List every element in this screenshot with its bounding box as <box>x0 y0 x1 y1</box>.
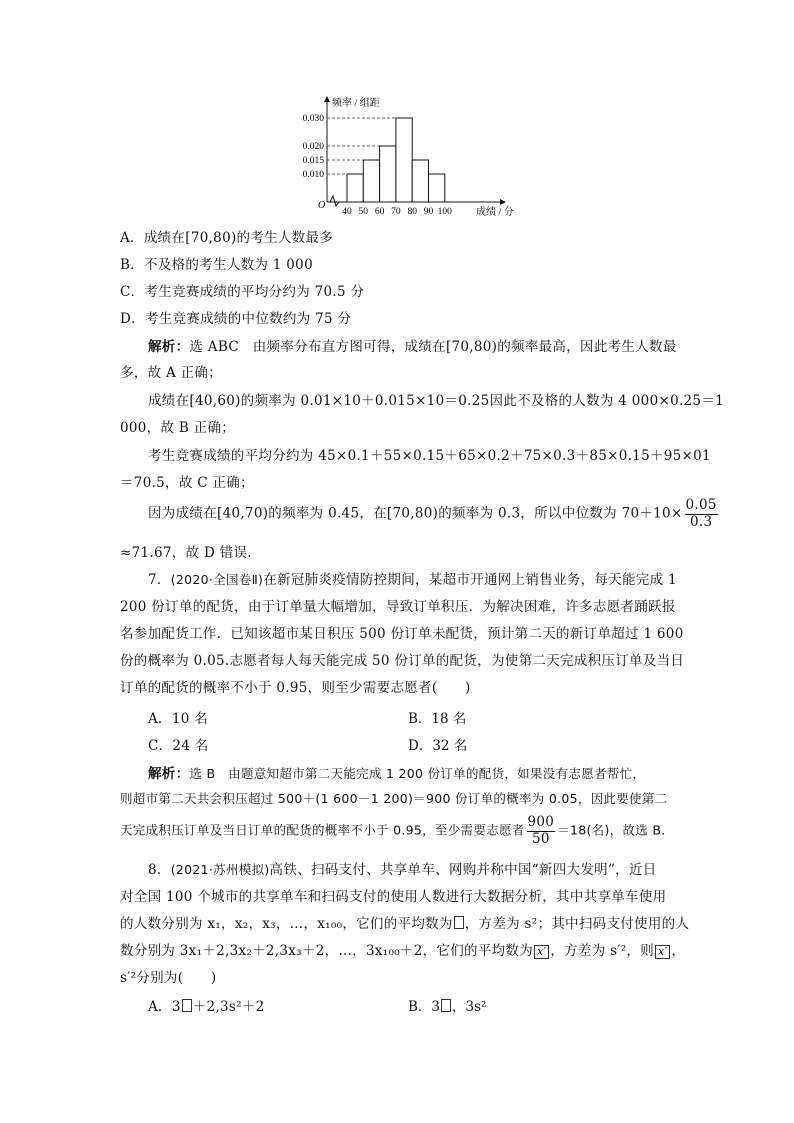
axis-break <box>330 196 339 206</box>
q7-stem-line-3: 名参加配货工作．已知该超市某日积压 500 份订单未配货，预计第二天的新订单超过 1 600 <box>120 626 684 642</box>
histogram-bar <box>396 118 412 202</box>
mean-symbol-box <box>441 999 451 1012</box>
q6-solution-text-7: 因为成绩在[40,70)的频率为 0.45，在[70,80)的频率为 0.3，所以中位数为 70＋10× <box>148 505 683 522</box>
q8-stem-line-2: 对全国 100 个城市的共享单车和扫码支付的使用人数进行大数据分析，其中共享单车使用 <box>120 889 667 905</box>
q8-stem-text-3b: ，方差为 s²；其中扫码支付使用的人 <box>464 916 690 932</box>
q6-option-b: B．不及格的考生人数为 1 000 <box>120 257 313 273</box>
q8-option-a <box>148 995 265 1015</box>
q7-option-c: C．24 名 <box>148 738 209 754</box>
mean-prime-box: x′ <box>534 945 549 959</box>
q6-solution-line-8: ≈71.67，故 D 错误. <box>120 545 252 561</box>
q7-source: (2020·全国卷Ⅱ) <box>170 572 264 587</box>
x-axis-label: 成绩 / 分 <box>476 207 514 218</box>
q7-solution-line-2: 则超市第二天共会积压超过 500＋(1 600－1 200)＝900 份订单的概率为 0.05，因此要使第二 <box>120 791 668 806</box>
q8-option-b-text: B．3 <box>408 999 441 1015</box>
histogram-bar <box>429 174 445 202</box>
q8-option-a-text-2: ＋2,3s²＋2 <box>192 999 265 1015</box>
x-tick-label: 60 <box>374 207 385 217</box>
fraction-numerator: 900 <box>527 814 555 830</box>
q6-solution-line-2: 多，故 A 正确； <box>120 365 223 381</box>
x-tick-label: 100 <box>437 207 452 217</box>
q8-option-b-text-2: ，3s² <box>452 999 487 1015</box>
q8-stem-text-1: 高铁、扫码支付、共享单车、网购并称中国“新四大发明”，近日 <box>269 862 657 878</box>
q7-number: 7． <box>148 572 171 588</box>
q8-number: 8． <box>148 862 171 878</box>
q6-solution-line-6: ＝70.5，故 C 正确； <box>120 475 254 491</box>
fraction-denominator: 50 <box>531 830 550 847</box>
q6-solution-text-1: 选 ABC 由频率分布直方图可得，成绩在[70,80)的频率最高，因此考生人数最 <box>189 339 677 355</box>
mean-symbol-box <box>454 916 464 929</box>
histogram-bar <box>363 160 379 202</box>
q7-option-b: B．18 名 <box>408 711 467 727</box>
q7-stem-line-4: 份的概率为 0.05.志愿者每人每天能完成 50 份订单的配货，为使第二天完成积压订单及当日 <box>120 653 685 669</box>
q8-stem-text-4c: ， <box>671 943 686 959</box>
q8-stem-line-5: s′²分别为( ) <box>120 970 217 986</box>
q7-stem-text-1: 在新冠肺炎疫情防控期间，某超市开通网上销售业务，每天能完成 1 <box>263 572 677 588</box>
q6-solution-line-5: 考生竞赛成绩的平均分约为 45×0.1＋55×0.15＋65×0.2＋75×0.3＋85×0.15＋95×01 <box>148 448 711 464</box>
q8-option-a-text: A．3 <box>148 999 181 1015</box>
x-tick-label: 50 <box>358 207 369 217</box>
histogram-bar <box>412 160 428 202</box>
q6-option-c: C．考生竞赛成绩的平均分约为 70.5 分 <box>120 284 365 300</box>
q6-option-d: D．考生竞赛成绩的中位数约为 75 分 <box>120 311 352 327</box>
q7-solution-line-3 <box>120 815 665 847</box>
q8-stem-line-1 <box>148 858 657 878</box>
x-tick-label: 40 <box>342 207 352 217</box>
fraction-numerator: 0.05 <box>685 497 717 513</box>
frequency-histogram <box>290 90 540 220</box>
q8-stem-text-4a: 数分别为 3x₁＋2,3x₂＋2,3x₃＋2，…，3x₁₀₀＋2，它们的平均数为 <box>120 943 534 959</box>
q6-solution-line-3: 成绩在[40,60)的频率为 0.01×10＋0.015×10＝0.25因此不及格的人数为 4 000×0.25＝1 <box>148 393 725 409</box>
q8-source: (2021·苏州模拟) <box>170 862 270 877</box>
y-tick-label: 0.030 <box>302 114 324 124</box>
q7-stem-line-2: 200 份订单的配货，由于订单量大幅增加，导致订单积压．为解决困难，许多志愿者踊跃报 <box>120 599 676 615</box>
q8-stem-text-3a: 的人数分别为 x₁，x₂，x₃，…，x₁₀₀，它们的平均数为 <box>120 916 453 932</box>
mean-prime-box-2: x′ <box>655 945 670 959</box>
y-axis-arrow <box>324 96 330 102</box>
q7-solution-text-3b: ＝18(名)，故选 B. <box>557 822 666 838</box>
q6-solution-line-4: 000，故 B 正确； <box>120 420 236 436</box>
histogram-bar <box>347 174 363 202</box>
q8-stem-text-4b: ，方差为 s′²，则 <box>550 943 655 959</box>
mean-symbol-box <box>182 999 192 1012</box>
x-tick-label: 90 <box>423 207 434 217</box>
q8-stem-line-3 <box>120 912 689 932</box>
q6-option-a: A．成绩在[70,80)的考生人数最多 <box>120 230 334 246</box>
volunteer-fraction <box>527 815 556 847</box>
q6-solution-line-7 <box>148 498 720 530</box>
median-fraction <box>685 498 718 530</box>
x-tick-label: 70 <box>391 207 401 217</box>
origin-label: O <box>318 200 326 211</box>
x-tick-label: 80 <box>407 207 417 217</box>
x-axis-arrow <box>500 199 506 205</box>
q7-solution-line-1 <box>148 762 645 782</box>
q7-option-d: D．32 名 <box>408 738 468 754</box>
histogram-bar <box>380 146 396 202</box>
q7-solution-text-3: 天完成积压订单及当日订单的配货的概率不小于 0.95，至少需要志愿者 <box>120 822 525 838</box>
fraction-denominator: 0.3 <box>689 513 713 530</box>
q8-option-b <box>408 995 486 1015</box>
q7-stem-line-5: 订单的配货的概率不小于 0.95，则至少需要志愿者( ) <box>120 680 471 696</box>
y-tick-label: 0.015 <box>302 156 324 166</box>
q7-solution-text-1: 选 B 由题意知超市第二天能完成 1 200 份订单的配货，如果没有志愿者帮忙， <box>189 766 646 781</box>
q8-stem-line-4 <box>120 939 685 959</box>
q6-solution-line-1 <box>148 335 677 355</box>
y-tick-label: 0.010 <box>302 170 324 180</box>
q7-stem-line-1 <box>148 568 677 588</box>
y-axis-label: 频率 / 组距 <box>332 98 380 109</box>
y-tick-label: 0.020 <box>302 142 324 152</box>
q7-option-a: A．10 名 <box>148 711 209 727</box>
q7-solution-label: 解析： <box>148 766 190 782</box>
q6-solution-label: 解析： <box>148 339 190 355</box>
